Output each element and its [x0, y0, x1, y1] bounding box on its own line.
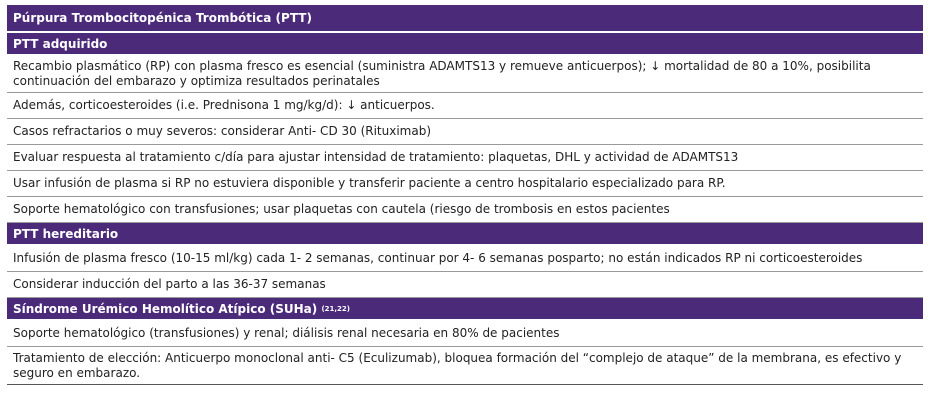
- section-header-text: Síndrome Urémico Hemolítico Atípico (SUHa): [13, 301, 318, 316]
- row-text: Soporte hematológico (transfusiones) y renal; diálisis renal necesaria en 80% de pacientes: [13, 326, 560, 340]
- row-text: Casos refractarios o muy severos: considerar Anti- CD 30 (Rituximab): [13, 124, 432, 138]
- row-text: Además, corticoesteroides (i.e. Prednisona 1 mg/kg/d): ↓ anticuerpos.: [13, 98, 435, 112]
- table-row: [7, 145, 923, 171]
- table-row: [7, 246, 923, 272]
- table-row: [7, 93, 923, 119]
- table-row: [7, 56, 923, 93]
- table-row: [7, 321, 923, 347]
- section-header-ptt-adquirido: PTT adquirido: [7, 33, 923, 56]
- table-row: [7, 119, 923, 145]
- row-text: Usar infusión de plasma si RP no estuviera disponible y transferir paciente a centro hospitalario especializado para RP.: [13, 176, 726, 190]
- section-header-suha: Síndrome Urémico Hemolítico Atípico (SUHa) (21,22): [7, 298, 923, 321]
- row-text: Evaluar respuesta al tratamiento c/día para ajustar intensidad de tratamiento: plaquetas, DHL y actividad de ADAMTS13: [13, 150, 739, 164]
- row-text: Infusión de plasma fresco (10-15 ml/kg) cada 1- 2 semanas, continuar por 4- 6 semanas posparto; no están indicados RP ni corticoesteroides: [13, 251, 863, 265]
- row-text: Soporte hematológico con transfusiones; usar plaquetas con cautela (riesgo de trombosis en estos pacientes: [13, 202, 670, 216]
- row-text: Considerar inducción del parto a las 36-37 semanas: [13, 277, 326, 291]
- row-text: Recambio plasmático (RP) con plasma fresco es esencial (suministra ADAMTS13 y remueve anticuerpos); ↓ mortalidad de 80 a 10%, posibilita continuación del embarazo y optimiza resultados perinatales: [13, 59, 871, 88]
- treatment-table: [7, 5, 923, 385]
- table-row: [7, 347, 923, 385]
- section-header-ptt-hereditario: PTT hereditario: [7, 223, 923, 246]
- table-title: Púrpura Trombocitopénica Trombótica (PTT): [7, 5, 923, 33]
- table-row: [7, 272, 923, 298]
- table-row: [7, 197, 923, 223]
- table-row: [7, 171, 923, 197]
- row-text: Tratamiento de elección: Anticuerpo monoclonal anti- C5 (Eculizumab), bloquea formación del “complejo de ataque” de la membrana, es efectivo y seguro en embarazo.: [13, 350, 902, 380]
